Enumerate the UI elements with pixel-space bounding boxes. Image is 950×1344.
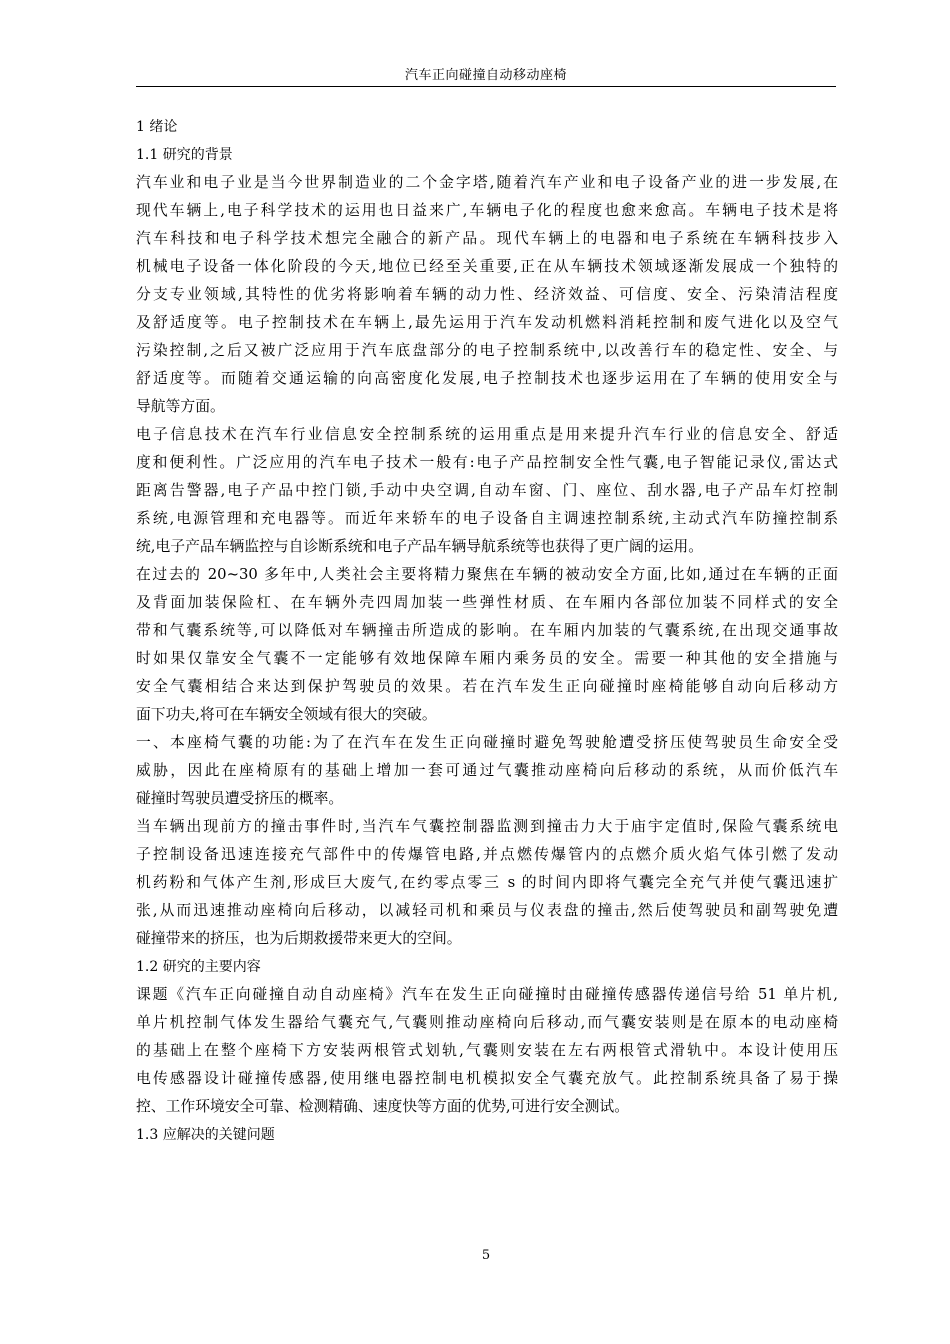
text-line: 污染控制,之后又被广泛应用于汽车底盘部分的电子控制系统中,以改善行车的稳定性、安全、与 [136, 342, 838, 359]
document-body [136, 113, 838, 1149]
text-line: 张,从而迅速推动座椅向后移动，以减轻司机和乘员与仪表盘的撞击,然后使驾驶员和副驾驶免遭 [136, 902, 838, 919]
text-line: 的基础上在整个座椅下方安装两根管式划轨,气囊则安装在左右两根管式滑轨中。本设计使用压 [136, 1042, 838, 1059]
text-line: 统,电子产品车辆监控与自诊断系统和电子产品车辆导航系统等也获得了更广阔的运用。 [136, 538, 703, 555]
text-line: 舒适度等。而随着交通运输的向高密度化发展,电子控制技术也逐步运用在了车辆的使用安全与 [136, 370, 838, 387]
text-line: 汽车科技和电子科学技术想完全融合的新产品。现代车辆上的电器和电子系统在车辆科技步入 [136, 230, 838, 247]
text-line: 带和气囊系统等,可以降低对车辆撞击所造成的影响。在车厢内加装的气囊系统,在出现交通事故 [136, 622, 838, 639]
section-heading: 1 绪论 [136, 119, 178, 135]
text-line: 面下功夫,将可在车辆安全领域有很大的突破。 [136, 706, 437, 723]
text-line: 单片机控制气体发生器给气囊充气,气囊则推动座椅向后移动,而气囊安装则是在原本的电动座椅 [136, 1014, 838, 1031]
section-heading: 1.3 应解决的关键问题 [136, 1127, 275, 1143]
text-line: 碰撞带来的挤压，也为后期救援带来更大的空间。 [136, 930, 462, 947]
text-line: 电子信息技术在汽车行业信息安全控制系统的运用重点是用来提升汽车行业的信息安全、舒适 [136, 426, 838, 443]
running-header: 汽车正向碰撞自动移动座椅 [404, 68, 567, 83]
text-line: 汽车业和电子业是当今世界制造业的二个金字塔,随着汽车产业和电子设备产业的进一步发展,在 [136, 174, 838, 191]
text-line: 导航等方面。 [136, 398, 225, 415]
text-line: 课题《汽车正向碰撞自动自动座椅》汽车在发生正向碰撞时由碰撞传感器传递信号给 51 单片机, [136, 986, 838, 1003]
text-line: 现代车辆上,电子科学技术的运用也日益来广,车辆电子化的程度也愈来愈高。车辆电子技术是将 [136, 202, 838, 219]
section-heading: 1.2 研究的主要内容 [136, 959, 261, 975]
text-line: 控、工作环境安全可靠、检测精确、速度快等方面的优势,可进行安全测试。 [136, 1098, 630, 1115]
text-line: 碰撞时驾驶员遭受挤压的概率。 [136, 790, 344, 807]
header-rule [136, 86, 836, 87]
text-line: 威胁，因此在座椅原有的基础上增加一套可通过气囊推动座椅向后移动的系统，从而价低汽车 [136, 762, 838, 779]
text-line: 时如果仅靠安全气囊不一定能够有效地保障车厢内乘务员的安全。需要一种其他的安全措施与 [136, 650, 838, 667]
text-line: 安全气囊相结合来达到保护驾驶员的效果。若在汽车发生正向碰撞时座椅能够自动向后移动方 [136, 678, 838, 695]
text-line: 当车辆出现前方的撞击事件时,当汽车气囊控制器监测到撞击力大于庙宇定值时,保险气囊系统电 [136, 818, 838, 835]
text-line: 电传感器设计碰撞传感器,使用继电器控制电机模拟安全气囊充放气。此控制系统具备了易于操 [136, 1070, 838, 1087]
text-line: 及背面加装保险杠、在车辆外壳四周加装一些弹性材质、在车厢内各部位加装不同样式的安全 [136, 594, 838, 611]
text-line: 距离告警器,电子产品中控门锁,手动中央空调,自动车窗、门、座位、刮水器,电子产品车灯控制 [136, 482, 838, 499]
text-line: 子控制设备迅速连接充气部件中的传爆管电路,并点燃传爆管内的点燃介质火焰气体引燃了发动 [136, 846, 838, 863]
page-number: 5 [481, 1248, 491, 1263]
text-line: 一、本座椅气囊的功能:为了在汽车在发生正向碰撞时避免驾驶舱遭受挤压使驾驶员生命安全受 [136, 734, 838, 751]
text-line: 系统,电源管理和充电器等。而近年来轿车的电子设备自主调速控制系统,主动式汽车防撞控制系 [136, 510, 838, 527]
text-line: 机械电子设备一体化阶段的今天,地位已经至关重要,正在从车辆技术领域逐渐发展成一个独特的 [136, 258, 838, 275]
text-line: 机药粉和气体产生剂,形成巨大废气,在约零点零三 s 的时间内即将气囊完全充气并使气囊迅速扩 [136, 874, 838, 891]
text-line: 度和便利性。广泛应用的汽车电子技术一般有:电子产品控制安全性气囊,电子智能记录仪,雷达式 [136, 454, 838, 471]
section-heading: 1.1 研究的背景 [136, 147, 233, 163]
text-line: 分支专业领域,其特性的优劣将影响着车辆的动力性、经济效益、可信度、安全、污染清洁程度 [136, 286, 838, 303]
text-line: 在过去的 20~30 多年中,人类社会主要将精力聚焦在车辆的被动安全方面,比如,通过在车辆的正面 [136, 566, 838, 583]
text-line: 及舒适度等。电子控制技术在车辆上,最先运用于汽车发动机燃料消耗控制和废气进化以及空气 [136, 314, 838, 331]
